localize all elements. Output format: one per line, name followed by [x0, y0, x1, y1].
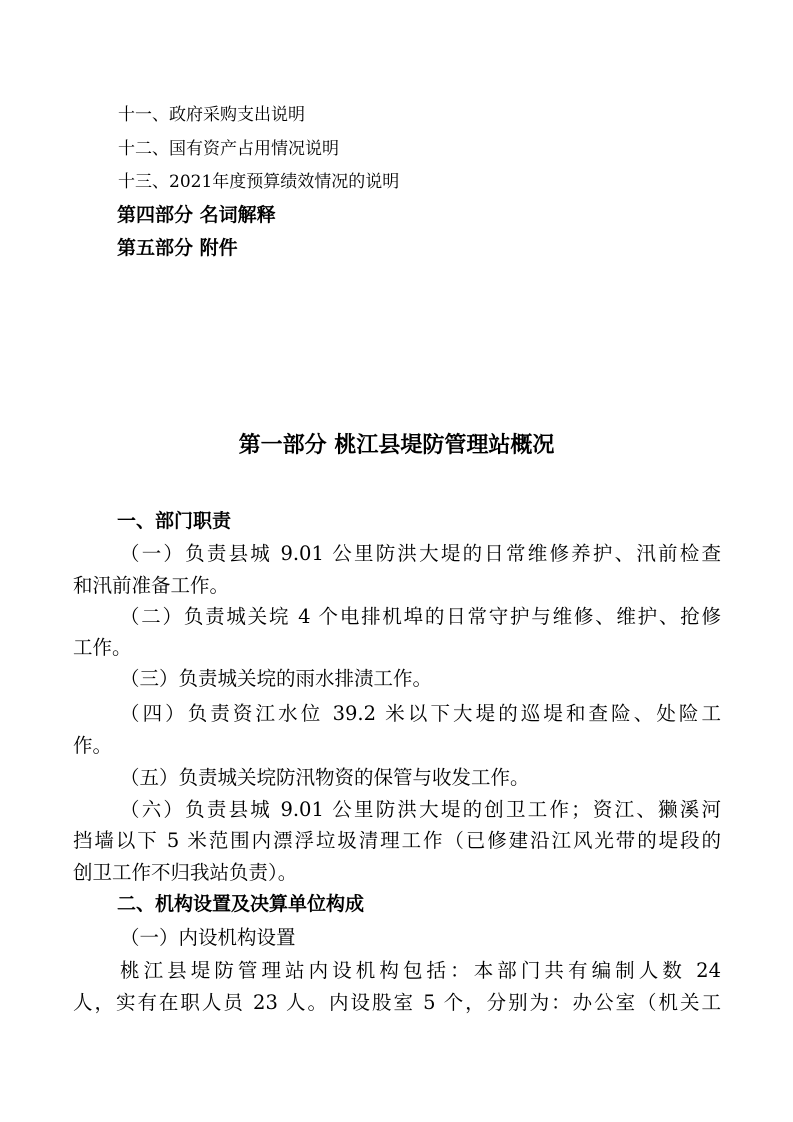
- paragraph-line-1: 桃江县堤防管理站内设机构包括：本部门共有编制人数 24: [120, 959, 721, 982]
- heading-department-duties: 一、部门职责: [117, 510, 232, 532]
- toc-part-5: 第五部分 附件: [117, 237, 238, 259]
- duty-4-line-1: （四）负责资江水位 39.2 米以下大堤的巡堤和查险、处险工: [120, 702, 721, 725]
- duty-6-line-2: 挡墙以下 5 米范围内漂浮垃圾清理工作（已修建沿江风光带的堤段的: [73, 829, 721, 852]
- duty-1-line-2: 和汛前准备工作。: [73, 574, 230, 597]
- duty-3: （三）负责城关垸的雨水排渍工作。: [120, 667, 433, 690]
- toc-part-4: 第四部分 名词解释: [117, 204, 276, 226]
- duty-5: （五）负责城关垸防汛物资的保管与收发工作。: [120, 766, 530, 789]
- duty-2-line-1: （二）负责城关垸 4 个电排机埠的日常守护与维修、维护、抢修: [120, 605, 721, 628]
- section-title: 第一部分 桃江县堤防管理站概况: [238, 433, 555, 458]
- duty-6-line-3: 创卫工作不归我站负责）。: [73, 861, 298, 884]
- toc-item-12: 十二、国有资产占用情况说明: [118, 139, 339, 159]
- paragraph-line-2: 人，实有在职人员 23 人。内设股室 5 个，分别为：办公室（机关工: [73, 991, 721, 1014]
- duty-4-line-2: 作。: [73, 734, 113, 757]
- duty-2-line-2: 工作。: [73, 636, 132, 659]
- duty-6-line-1: （六）负责县城 9.01 公里防洪大堤的创卫工作；资江、獭溪河: [120, 798, 721, 821]
- heading-organization: 二、机构设置及决算单位构成: [117, 893, 365, 915]
- sub-internal-structure: （一）内设机构设置: [120, 926, 296, 949]
- toc-item-11: 十一、政府采购支出说明: [118, 105, 305, 125]
- duty-1-line-1: （一）负责县城 9.01 公里防洪大堤的日常维修养护、汛前检查: [120, 542, 721, 565]
- toc-item-13: 十三、2021年度预算绩效情况的说明: [118, 172, 400, 192]
